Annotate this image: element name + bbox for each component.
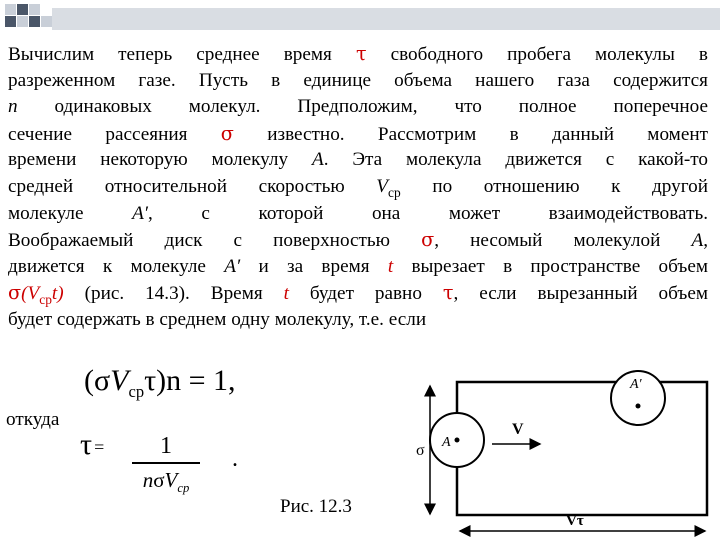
text-line: Воображаемый диск с поверхностью σ, несомый молекулой A, [8,228,708,252]
otkuda-label: откуда [6,409,60,430]
header-bar [52,8,720,30]
text-line: Вычислим теперь среднее время τ свободного пробега молекулы в [8,42,708,65]
molecule-a-prime-center [636,404,641,409]
figure-caption: Рис. 12.3 [280,496,352,517]
header-square [17,4,28,15]
text-line: сечение рассеяния σ известно. Рассмотрим в данный момент [8,121,708,145]
equation-collision-condition: $(\sigma V_{ср}\tau)n = 1$, [84,364,236,401]
tau-symbol: τ [80,428,93,461]
fraction-bar [132,462,200,464]
text-line: движется к молекуле A′ и за время t вырезает в пространстве объем [8,255,708,277]
header-square [5,16,16,27]
diagram-label-a: A [442,435,451,450]
diagram-label-vtau: Vτ [566,513,584,529]
header-square [17,16,28,27]
fraction-denominator: nσV$_{ср}$ [142,467,190,495]
header-square [5,4,16,15]
text-line: молекуле A′, с которой она может взаимодействовать. [8,202,708,224]
tau-symbol: τ [144,364,157,397]
text-line: средней относительной скоростью $V_{ср}$ по отношению к другой [8,175,708,200]
text-line: будет содержать в среднем одну молекулу, т.е. если [8,308,427,330]
text-line: времени некоторую молекулу A. Эта молекула движется с какой-то [8,149,709,171]
fraction-numerator: 1 [160,433,172,459]
text-line: n одинаковых молекул. Предположим, что полное поперечное [8,96,708,118]
body-paragraph [8,41,708,334]
sigma-symbol: σ [94,364,111,397]
text-line: $\sigma(V_{ср}t)$ (рис. 14.3). Время t будет равно τ, если вырезанный объем [8,281,708,308]
fraction [132,432,200,502]
header-square [29,4,40,15]
header-square [41,16,52,27]
text-line: разреженном газе. Пусть в единице объема нашего газа содержится [8,69,708,91]
collision-cylinder-diagram [400,368,716,540]
header-decoration [0,0,720,34]
equation-tau-lhs: τ = [80,428,105,461]
sigma-symbol: σ [220,121,234,145]
tau-symbol: τ [355,42,367,65]
diagram-label-sigma: σ [416,442,425,459]
diagram-label-v: V [512,421,524,438]
header-square [29,16,40,27]
equation-period: . [232,446,238,472]
cylinder-rectangle [457,382,707,515]
molecule-a-center [455,438,460,443]
diagram-label-a-prime: A′ [630,377,642,392]
